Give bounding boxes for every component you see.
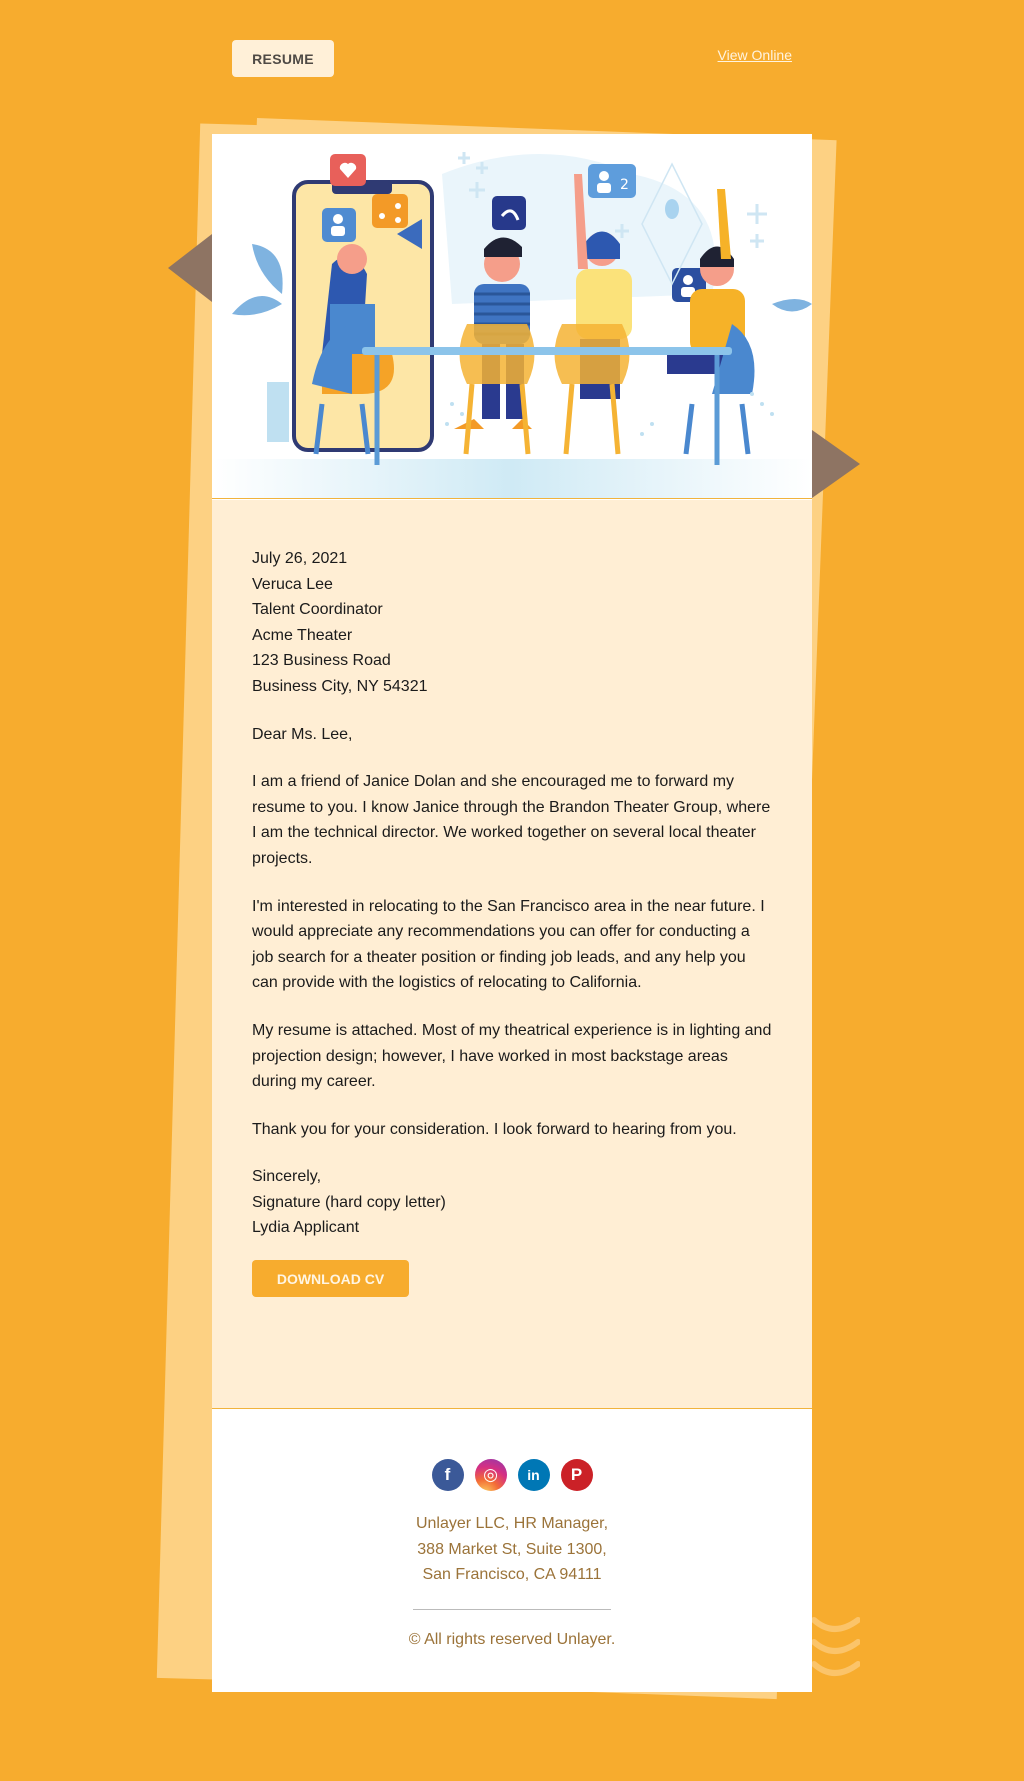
share-icon — [372, 194, 408, 228]
recipient-name: Veruca Lee — [252, 575, 333, 593]
letter-paragraph: Thank you for your consideration. I look forward to hearing from you. — [252, 1120, 737, 1138]
letter-closing: Sincerely, — [252, 1168, 322, 1186]
letter-greeting: Dear Ms. Lee, — [252, 725, 353, 743]
social-links — [212, 1459, 812, 1491]
recipient-company: Acme Theater — [252, 626, 353, 644]
recipient-city: Business City, NY 54321 — [252, 677, 428, 695]
letter-body — [212, 500, 812, 1409]
resume-button[interactable]: RESUME — [232, 40, 334, 77]
letter-paragraph: I am a friend of Janice Dolan and she encouraged me to forward my resume to you. I know Janice through the Brandon Theater Group, where I am the technical director. We worked together on several local theater projects. — [252, 773, 771, 867]
add-user-icon — [322, 208, 356, 242]
facebook-icon[interactable]: f — [432, 1459, 464, 1491]
decorative-chevrons-icon — [812, 1612, 860, 1682]
top-bar — [232, 40, 792, 76]
decorative-triangle-right — [812, 430, 860, 498]
decorative-triangle-left — [168, 234, 212, 302]
letter-date: July 26, 2021 — [252, 550, 348, 567]
recipient-title: Talent Coordinator — [252, 601, 383, 619]
reply-icon — [492, 196, 526, 230]
copyright-text: © All rights reserved Unlayer. — [408, 1630, 616, 1648]
hero-illustration — [212, 134, 812, 499]
letter-signoff — [252, 1164, 772, 1241]
company-line: 388 Market St, Suite 1300, — [417, 1540, 607, 1558]
download-cv-button[interactable]: DOWNLOAD CV — [252, 1260, 409, 1297]
letter-sender: Lydia Applicant — [252, 1219, 360, 1237]
recipient-street: 123 Business Road — [252, 652, 391, 670]
svg-text:2: 2 — [620, 177, 629, 193]
letter-signature: Signature (hard copy letter) — [252, 1193, 446, 1211]
pinterest-icon[interactable]: P — [561, 1459, 593, 1491]
letter-paragraph: I'm interested in relocating to the San Francisco area in the near future. I would appreciate any recommendations you can offer for conducting a job search for a theater position or finding job leads, and any help you can provide with the logistics of relocating to California. — [252, 897, 765, 992]
footer — [212, 1410, 812, 1692]
letter-address-block — [252, 546, 772, 700]
footer-divider — [413, 1609, 611, 1610]
letter-paragraph: My resume is attached. Most of my theatrical experience is in lighting and projection design; however, I have worked in most backstage areas during my career. — [252, 1021, 772, 1091]
company-line: Unlayer LLC, HR Manager, — [415, 1515, 609, 1532]
instagram-icon[interactable]: ◎ — [475, 1459, 507, 1491]
view-online-link[interactable]: View Online — [717, 47, 792, 63]
linkedin-icon[interactable]: in — [518, 1459, 550, 1491]
company-address — [212, 1511, 812, 1588]
email-card — [212, 134, 812, 1692]
company-line: San Francisco, CA 94111 — [422, 1566, 602, 1584]
team-meeting-illustration — [212, 134, 812, 499]
